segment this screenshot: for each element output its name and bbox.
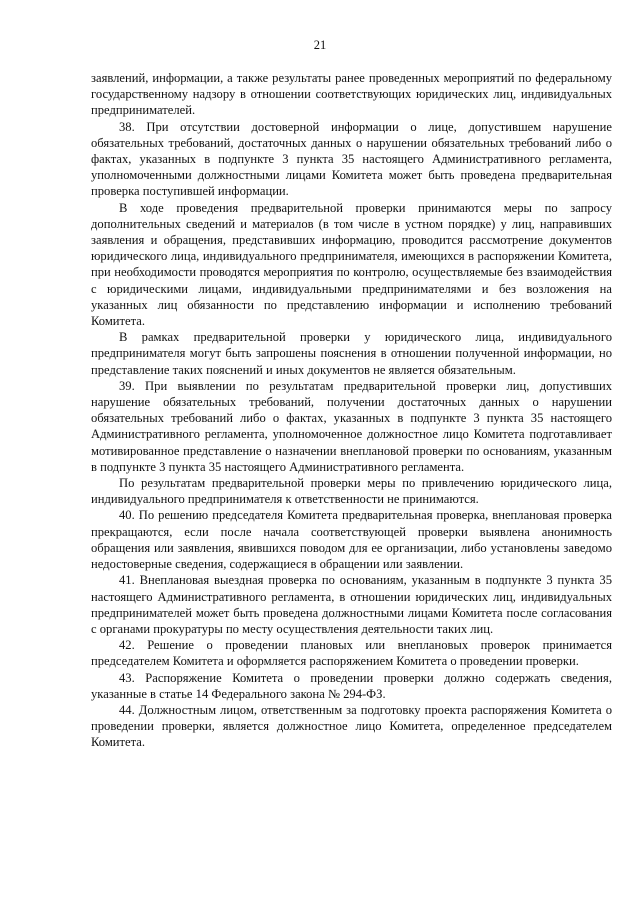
paragraph: По результатам предварительной проверки меры по привлечению юридического лица, индивидуального предпринимателя к ответственности не принимаются. <box>91 476 612 507</box>
paragraph: В рамках предварительной проверки у юридического лица, индивидуального предпринимателя могут быть запрошены пояснения в отношении полученной информации, но представление таких пояснений и иных документов не является обязательным. <box>91 330 612 377</box>
paragraph: 41. Внеплановая выездная проверка по основаниям, указанным в подпункте 3 пункта 35 настоящего Административного регламента, в отношении юридических лиц, индивидуальных предпринимателей может быть проведена должностными лицами Комитета после согласования с органами прокуратуры по месту осуществления деятельности таких лиц. <box>91 573 612 636</box>
paragraph: заявлений, информации, а также результаты ранее проведенных мероприятий по федеральному государственному надзору в отношении соответствующих юридических лиц, индивидуальных предпринимателей. <box>91 71 612 118</box>
paragraph: В ходе проведения предварительной проверки принимаются меры по запросу дополнительных сведений и материалов (в том числе в устном порядке) у лиц, направивших заявления и обращения, представивших информацию, проводится рассмотрение документов юридического лица, индивидуального предпринимателя, имеющихся в распоряжении Комитета, при необходимости проводятся мероприятия по контролю, осуществляемые без взаимодействия с юридическими лицами, индивидуальными предпринимателями и без возложения на указанных лиц обязанности по представлению информации и исполнению требований Комитета. <box>91 200 612 329</box>
page-number: 21 <box>313 38 327 52</box>
document-body <box>91 70 612 751</box>
paragraph: 43. Распоряжение Комитета о проведении проверки должно содержать сведения, указанные в статье 14 Федерального закона № 294-ФЗ. <box>91 670 612 701</box>
paragraph: 42. Решение о проведении плановых или внеплановых проверок принимается председателем Комитета и оформляется распоряжением Комитета о проведении проверки. <box>91 638 612 669</box>
paragraph: 44. Должностным лицом, ответственным за подготовку проекта распоряжения Комитета о проведении проверки, является должностное лицо Комитета, определенное председателем Комитета. <box>91 702 612 750</box>
paragraph: 40. По решению председателя Комитета предварительная проверка, внеплановая проверка прекращаются, если после начала соответствующей проверки выявлена анонимность обращения или заявления, явившихся поводом для ее организации, либо установлены заведомо недостоверные сведения, содержащиеся в обращении или заявлении. <box>91 508 612 572</box>
paragraph: 38. При отсутствии достоверной информации о лице, допустившем нарушение обязательных требований, достаточных данных о нарушении обязательных требований либо о фактах, указанных в подпункте 3 пункта 35 настоящего Административного регламента, уполномоченными должностными лицами Комитета может быть проведена предварительная проверка поступившей информации. <box>91 119 612 199</box>
paragraph: 39. При выявлении по результатам предварительной проверки лиц, допустивших нарушение обязательных требований, получении достаточных данных о нарушении обязательных требований либо о фактах, указанных в подпункте 3 пункта 35 настоящего Административного регламента, уполномоченное должностное лицо Комитета подготавливает мотивированное представление о назначении внеплановой проверки по основаниям, указанным в подпункте 3 пункта 35 настоящего Административного регламента. <box>91 378 612 474</box>
